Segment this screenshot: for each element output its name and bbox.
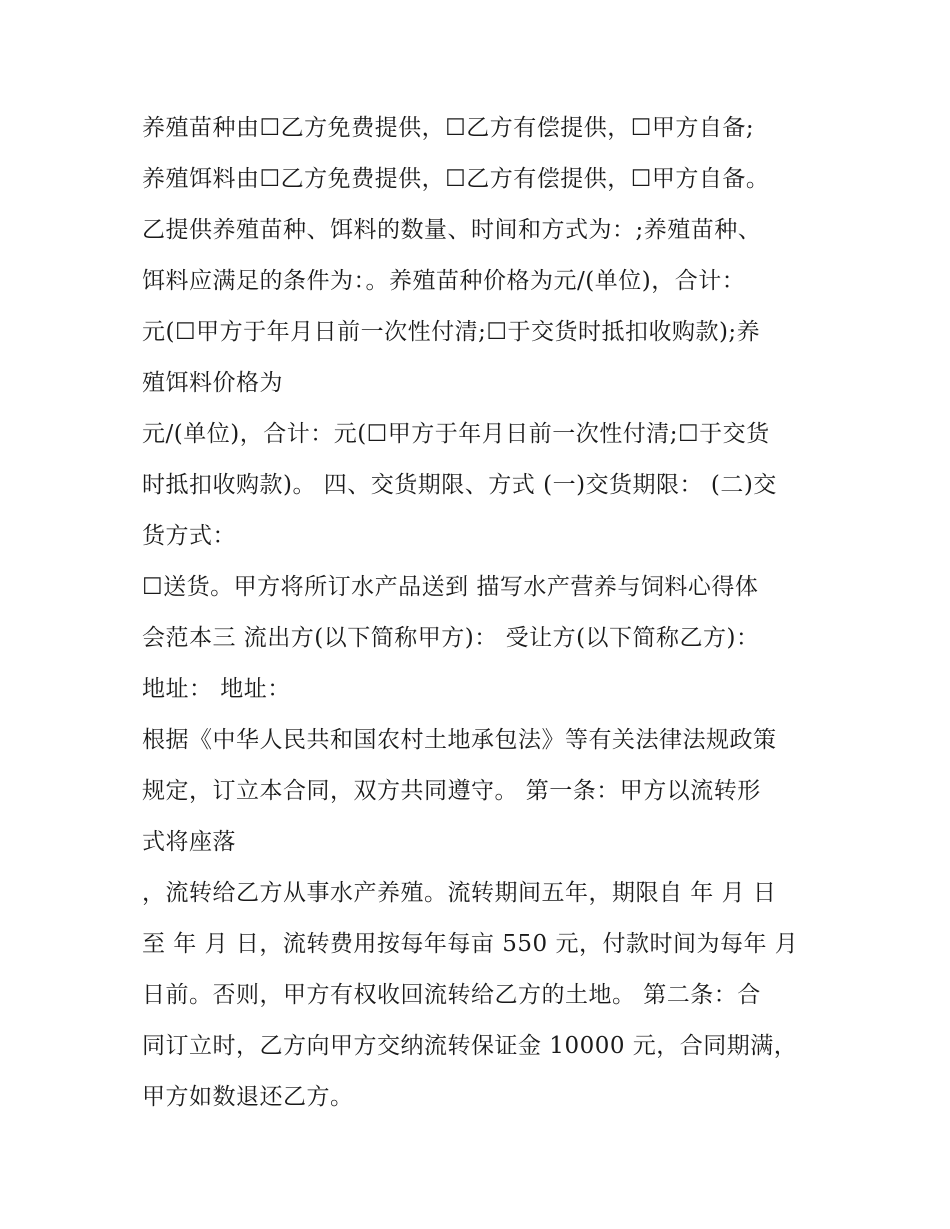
text-line: 货方式： <box>142 523 236 549</box>
text-line: 根据《中华人民共和国农村土地承包法》等有关法律法规政策 <box>142 727 777 753</box>
text-line: 规定，订立本合同，双方共同遵守。 第一条：甲方以流转形 <box>142 778 761 804</box>
text-line: 同订立时，乙方向甲方交纳流转保证金 10000 元，合同期满， <box>142 1033 798 1059</box>
text-line: 元/(单位)，合计：元(☐甲方于年月日前一次性付清;☐于交货 <box>142 421 770 447</box>
text-line: 式将座落 <box>142 829 236 855</box>
contract-body-text <box>142 110 822 1130</box>
text-line: 养殖饵料由☐乙方免费提供，☐乙方有偿提供，☐甲方自备。 <box>142 166 770 192</box>
text-line: 养殖苗种由☐乙方免费提供，☐乙方有偿提供，☐甲方自备; <box>142 115 755 141</box>
text-line: 元(☐甲方于年月日前一次性付清;☐于交货时抵扣收购款);养 <box>142 319 761 345</box>
text-line: 会范本三 流出方(以下简称甲方)： 受让方(以下简称乙方)： <box>142 625 760 651</box>
text-line: 甲方如数退还乙方。 <box>142 1084 354 1110</box>
text-line: 殖饵料价格为 <box>142 370 283 396</box>
text-line: 时抵扣收购款)。 四、交货期限、方式 (一)交货期限： (二)交 <box>142 472 777 498</box>
text-line: ，流转给乙方从事水产养殖。流转期间五年，期限自 年 月 日 <box>142 880 777 906</box>
text-line: ☐送货。甲方将所订水产品送到 描写水产营养与饲料心得体 <box>142 574 759 600</box>
text-line: 饵料应满足的条件为：。养殖苗种价格为元/(单位)，合计： <box>142 268 746 294</box>
text-line: 地址： 地址： <box>142 676 291 702</box>
text-line: 日前。否则，甲方有权收回流转给乙方的土地。 第二条：合 <box>142 982 761 1008</box>
text-line: 至 年 月 日，流转费用按每年每亩 550 元，付款时间为每年 月 <box>142 931 799 957</box>
text-line: 乙提供养殖苗种、饵料的数量、时间和方式为：;养殖苗种、 <box>142 217 762 243</box>
